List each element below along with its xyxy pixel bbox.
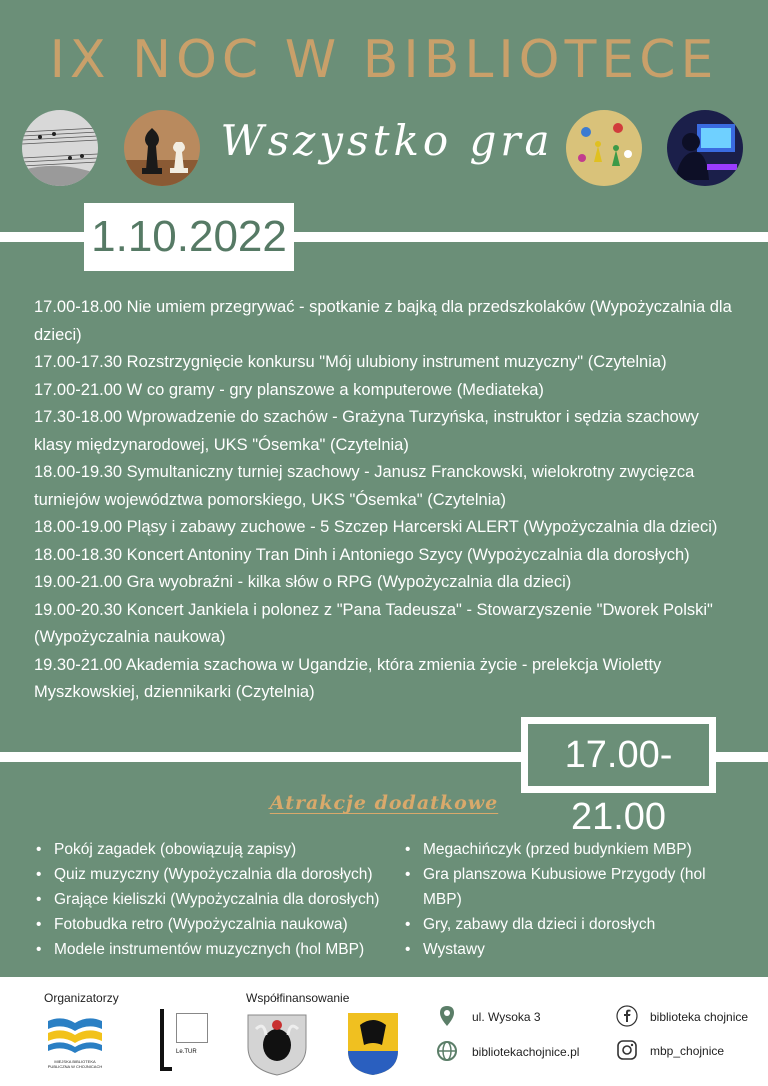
extras-title [0,792,768,814]
schedule-item: 17.00-17.30 Rozstrzygnięcie konkursu "Mój ulubiony instrument muzyczny" (Czytelnia) [34,353,667,371]
page-title: IX NOC W BIBLIOTECE [49,30,719,90]
schedule-item: 17.00-21.00 W co gramy - gry planszowe a komputerowe (Mediateka) [34,380,544,399]
instagram-icon [616,1039,638,1061]
extras-list-left [36,837,406,962]
schedule-item: 17.00-18.00 Nie umiem przegrywać - spotkanie z bajką dla przedszkolaków (Wypożyczalnia dla dzieci) [34,298,732,344]
coat-of-arms-1 [246,1011,308,1077]
cofinancing-label: Współfinansowanie [246,991,350,1005]
address-text: ul. Wysoka 3 [472,1010,541,1024]
list-item: • Pokój zagadek (obowiązują zapisy) [36,837,406,862]
list-item: • Megachińczyk (przed budynkiem MBP) [405,837,745,862]
list-item: • Grające kieliszki (Wypożyczalnia dla dorosłych) [36,887,406,912]
schedule-item: 19.00-21.00 Gra wyobraźni - kilka słów o RPG (Wypożyczalnia dla dzieci) [34,573,572,591]
schedule-item: 18.00-18.30 Koncert Antoniny Tran Dinh i Antoniego Szycy (Wypożyczalnia dla dorosłych) [34,545,690,564]
list-item: • Gry, zabawy dla dzieci i dorosłych [405,912,745,937]
gaming-image [667,110,743,186]
footer [0,977,768,1086]
instagram-link[interactable]: mbp_chojnice [650,1044,725,1058]
letur-logo [160,1009,208,1077]
sheet-music-image [22,110,98,186]
schedule-item: 19.30-21.00 Akademia szachowa w Ugandzie, która zmienia życie - prelekcja Wioletty Myszkowskiej, dziennikarki (Czytelnia) [34,655,662,701]
event-hours: 17.00-21.00 [521,717,716,793]
library-logo-text: MIEJSKA BIBLIOTEKA PUBLICZNA W CHOJNICACH [47,1059,103,1069]
board-game-image [566,110,642,186]
website-link[interactable]: bibliotekachojnice.pl [472,1045,580,1059]
event-date: 1.10.2022 [84,203,294,271]
schedule-item: 18.00-19.30 Symultaniczny turniej szachowy - Janusz Franckowski, wielokrotny zwycięzca turniejów województwa pomorskiego, UKS "Ósemka" (Czytelnia) [34,463,695,509]
schedule-item: 18.00-19.00 Pląsy i zabawy zuchowe - 5 Szczep Harcerski ALERT (Wypożyczalnia dla dzieci) [34,518,718,536]
list-item: • Modele instrumentów muzycznych (hol MBP) [36,937,406,962]
organizers-label: Organizatorzy [44,991,119,1005]
extras-list-right [405,837,745,962]
chess-image [124,110,200,186]
location-pin-icon [436,1005,458,1027]
schedule-item: 17.30-18.00 Wprowadzenie do szachów - Grażyna Turzyńska, instruktor i sędzia szachowy klasy międzynarodowej, UKS "Ósemka" (Czytelnia) [34,408,699,454]
library-logo [44,1015,106,1075]
list-item: • Gra planszowa Kubusiowe Przygody (hol MBP) [405,862,745,912]
facebook-link[interactable]: biblioteka chojnice [650,1010,749,1024]
schedule-item: 19.00-20.30 Koncert Jankiela i polonez z "Pana Tadeusza" - Stowarzyszenie "Dworek Polski" (Wypożyczalnia naukowa) [34,600,713,646]
list-item: • Quiz muzyczny (Wypożyczalnia dla dorosłych) [36,862,406,887]
list-item: • Wystawy [405,937,745,962]
schedule-list [34,294,734,707]
facebook-icon [616,1005,638,1027]
extras-title-text: Atrakcje dodatkowe [269,792,499,814]
subtitle: Wszystko gra [220,116,554,165]
coat-of-arms-2 [346,1011,400,1077]
globe-icon [436,1040,458,1062]
letur-logo-text: Le.TUR [176,1049,197,1055]
list-item: • Fotobudka retro (Wypożyczalnia naukowa) [36,912,406,937]
